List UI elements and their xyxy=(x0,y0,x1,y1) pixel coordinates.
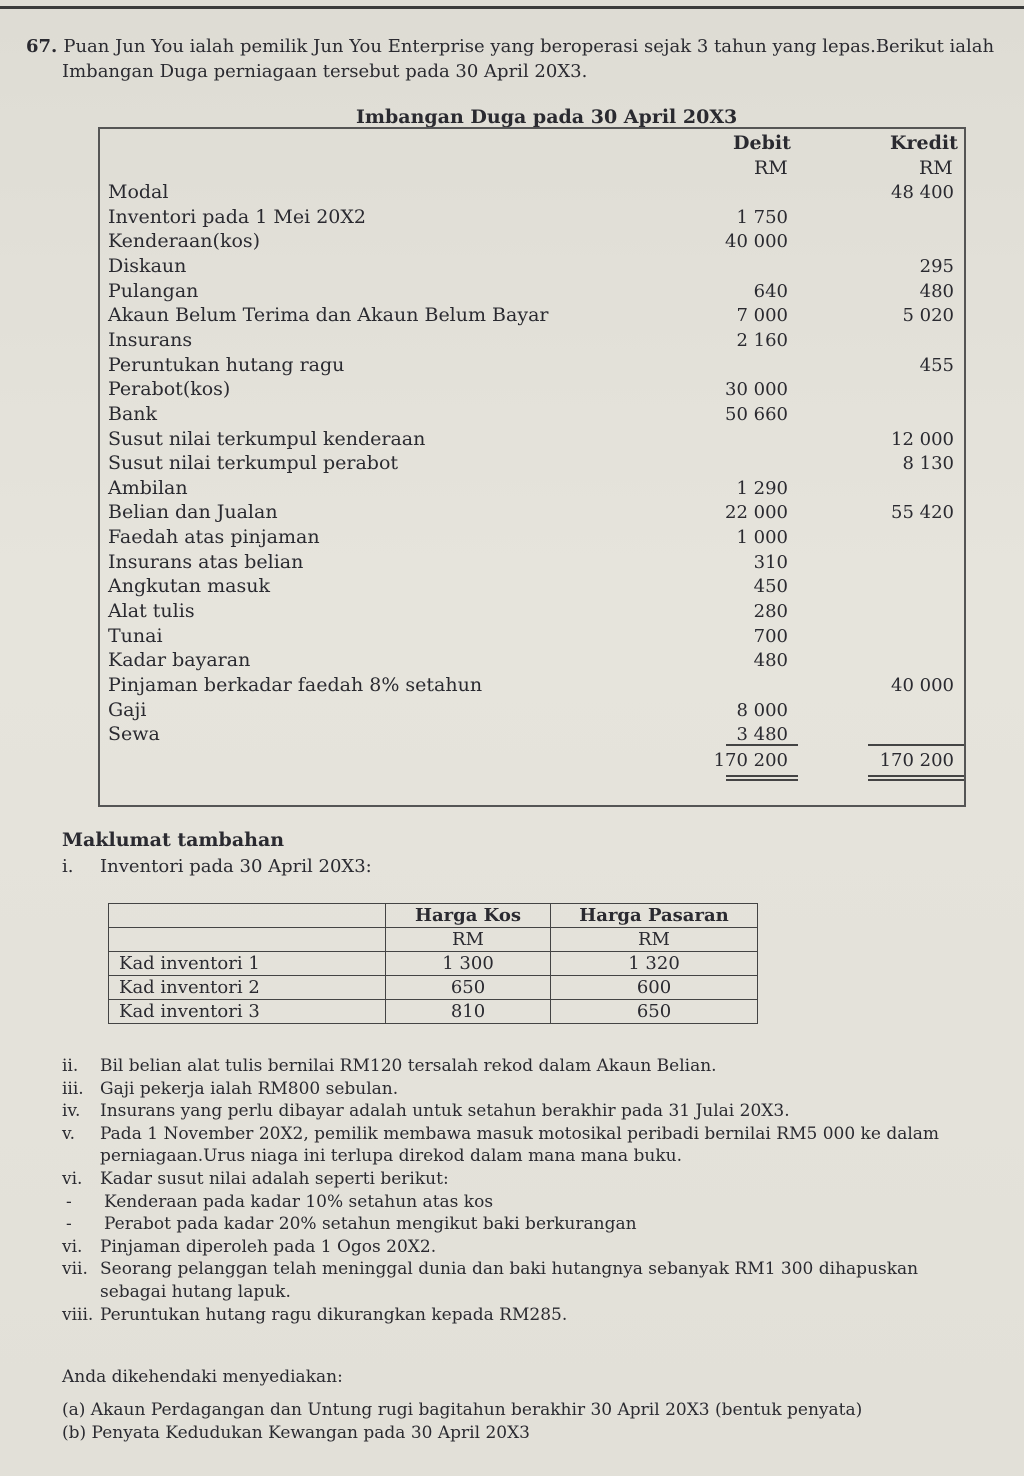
table-row xyxy=(109,952,758,976)
tb-row-label: Insurans atas belian xyxy=(108,551,304,573)
tb-row-label: Angkutan masuk xyxy=(108,575,270,597)
debit-subtotal-rule xyxy=(726,744,798,746)
tb-row-debit: 450 xyxy=(753,576,788,597)
tb-row-label: Faedah atas pinjaman xyxy=(108,526,320,548)
note-mark: iii. xyxy=(62,1078,84,1099)
inventory-header-market: Harga Pasaran xyxy=(551,904,758,928)
list-item xyxy=(62,1258,992,1281)
note-mark: viii. xyxy=(62,1304,94,1325)
tb-row-debit: 280 xyxy=(753,601,788,622)
tb-row-credit: 480 xyxy=(919,281,954,302)
tb-row-credit: 55 420 xyxy=(891,502,954,523)
tb-row-credit: 455 xyxy=(919,355,954,376)
note-text: Insurans yang perlu dibayar adalah untuk setahun berakhir pada 31 Julai 20X3. xyxy=(100,1101,790,1122)
credit-subtotal-rule xyxy=(868,744,964,746)
tb-row-label: Diskaun xyxy=(108,255,187,277)
tb-row-label: Modal xyxy=(108,181,169,203)
tb-row-debit: 700 xyxy=(753,626,788,647)
note-text: Peruntukan hutang ragu dikurangkan kepada RM285. xyxy=(100,1304,568,1325)
note-text: Kenderaan pada kadar 10% setahun atas kos xyxy=(104,1191,494,1212)
tb-row-credit: 12 000 xyxy=(891,429,954,450)
trial-balance-title: Imbangan Duga pada 30 April 20X3 xyxy=(356,106,738,128)
inventory-header-blank xyxy=(109,904,386,928)
list-item xyxy=(62,1304,992,1327)
note-text: Pinjaman diperoleh pada 1 Ogos 20X2. xyxy=(100,1236,437,1257)
note-text: Bil belian alat tulis bernilai RM120 tersalah rekod dalam Akaun Belian. xyxy=(100,1056,717,1076)
inventory-card-name: Kad inventori 2 xyxy=(109,976,386,1000)
note-mark: - xyxy=(66,1214,72,1235)
inventory-unit-row xyxy=(109,928,758,952)
question-intro xyxy=(26,34,1006,84)
total-debit: 170 200 xyxy=(713,750,788,771)
tb-row-label: Bank xyxy=(108,403,158,425)
tb-row-label: Perabot(kos) xyxy=(108,378,231,400)
table-row xyxy=(109,976,758,1000)
tb-row-debit: 480 xyxy=(753,650,788,671)
tb-row-label: Belian dan Jualan xyxy=(108,501,278,523)
credit-unit: RM xyxy=(919,157,953,179)
note-text: Pada 1 November 20X2, pemilik membawa masuk motosikal peribadi bernilai RM5 000 ke dalam xyxy=(100,1123,940,1144)
list-item xyxy=(62,1100,992,1123)
inventory-cost: 650 xyxy=(386,976,551,1000)
note-mark: vii. xyxy=(62,1259,88,1280)
requirements-intro: Anda dikehendaki menyediakan: xyxy=(62,1367,343,1387)
debit-unit: RM xyxy=(754,157,788,179)
tb-row-label: Susut nilai terkumpul perabot xyxy=(108,452,399,474)
additional-info-heading: Maklumat tambahan xyxy=(62,829,285,851)
tb-row-credit: 8 130 xyxy=(902,453,954,474)
list-item xyxy=(62,1123,992,1146)
table-row xyxy=(109,1000,758,1024)
debit-total-rule-1 xyxy=(726,775,798,777)
inventory-market: 1 320 xyxy=(551,952,758,976)
tb-row-label: Gaji xyxy=(108,699,147,721)
inventory-unit-cost: RM xyxy=(386,928,551,952)
note-text: Kadar susut nilai adalah seperti berikut: xyxy=(100,1168,449,1189)
inventory-card-name: Kad inventori 3 xyxy=(109,1000,386,1024)
list-item xyxy=(62,1055,992,1078)
inventory-header-row xyxy=(109,904,758,928)
debit-total-rule-2 xyxy=(726,779,798,781)
top-divider xyxy=(0,6,1024,9)
inventory-cost: 1 300 xyxy=(386,952,551,976)
requirement-b: (b) Penyata Kedudukan Kewangan pada 30 April 20X3 xyxy=(62,1423,530,1443)
note-mark: iv. xyxy=(62,1101,81,1122)
credit-total-rule-2 xyxy=(868,779,964,781)
note-text: Perabot pada kadar 20% setahun mengikut baki berkurangan xyxy=(104,1214,637,1235)
credit-header: Kredit xyxy=(890,132,958,154)
tb-row-label: Pulangan xyxy=(108,280,199,302)
inventory-unit-blank xyxy=(109,928,386,952)
credit-total-rule-1 xyxy=(868,775,964,777)
inventory-cost: 810 xyxy=(386,1000,551,1024)
additional-info-item-i xyxy=(62,856,372,877)
total-credit: 170 200 xyxy=(879,750,954,771)
tb-row-label: Peruntukan hutang ragu xyxy=(108,354,345,376)
tb-row-label: Tunai xyxy=(108,625,163,647)
item-i-mark: i. xyxy=(62,856,74,877)
tb-row-debit: 50 660 xyxy=(725,404,788,425)
tb-row-label: Kenderaan(kos) xyxy=(108,230,261,252)
inventory-market: 600 xyxy=(551,976,758,1000)
tb-row-debit: 30 000 xyxy=(725,379,788,400)
item-i-text: Inventori pada 30 April 20X3: xyxy=(100,856,372,877)
inventory-market: 650 xyxy=(551,1000,758,1024)
note-text: Seorang pelanggan telah meninggal dunia dan baki hutangnya sebanyak RM1 300 dihapuskan xyxy=(100,1259,919,1280)
tb-row-credit: 40 000 xyxy=(891,675,954,696)
tb-row-label: Inventori pada 1 Mei 20X2 xyxy=(108,206,366,228)
tb-row-label: Sewa xyxy=(108,723,160,745)
inventory-card-name: Kad inventori 1 xyxy=(109,952,386,976)
tb-row-debit: 7 000 xyxy=(736,305,788,326)
tb-row-label: Kadar bayaran xyxy=(108,649,251,671)
additional-info-notes xyxy=(62,1055,992,1326)
list-item xyxy=(62,1236,992,1259)
debit-header: Debit xyxy=(733,132,791,154)
list-item xyxy=(62,1213,992,1236)
note-continuation: sebagai hutang lapuk. xyxy=(100,1281,291,1302)
tb-row-label: Ambilan xyxy=(108,477,188,499)
note-mark: v. xyxy=(62,1123,75,1144)
tb-row-credit: 48 400 xyxy=(891,182,954,203)
tb-row-debit: 1 000 xyxy=(736,527,788,548)
tb-row-label: Insurans xyxy=(108,329,193,351)
requirement-a: (a) Akaun Perdagangan dan Untung rugi bagitahun berakhir 30 April 20X3 (bentuk penyata) xyxy=(62,1400,863,1420)
tb-row-debit: 40 000 xyxy=(725,231,788,252)
tb-row-label: Alat tulis xyxy=(108,600,195,622)
intro-line-1: Puan Jun You ialah pemilik Jun You Enterprise yang beroperasi sejak 3 tahun yang lepas.Berikut ialah xyxy=(63,36,995,57)
inventory-header-cost: Harga Kos xyxy=(386,904,551,928)
tb-row-debit: 310 xyxy=(753,552,788,573)
inventory-table xyxy=(108,903,758,1024)
question-number: 67. xyxy=(26,36,58,57)
tb-row-label: Pinjaman berkadar faedah 8% setahun xyxy=(108,674,483,696)
tb-row-label: Susut nilai terkumpul kenderaan xyxy=(108,428,426,450)
tb-row-credit: 5 020 xyxy=(902,305,954,326)
tb-row-debit: 1 290 xyxy=(736,478,788,499)
intro-line-2: Imbangan Duga perniagaan tersebut pada 30 April 20X3. xyxy=(62,61,588,82)
requirements xyxy=(62,1366,992,1445)
inventory-unit-market: RM xyxy=(551,928,758,952)
tb-row-debit: 1 750 xyxy=(736,207,788,228)
list-item xyxy=(62,1078,992,1101)
note-text: Gaji pekerja ialah RM800 sebulan. xyxy=(100,1078,399,1099)
list-item xyxy=(62,1168,992,1191)
tb-row-debit: 640 xyxy=(753,281,788,302)
list-item xyxy=(62,1191,992,1214)
tb-row-debit: 22 000 xyxy=(725,502,788,523)
tb-row-debit: 2 160 xyxy=(736,330,788,351)
note-continuation: perniagaan.Urus niaga ini terlupa direkod dalam mana mana buku. xyxy=(100,1146,683,1167)
note-mark: - xyxy=(66,1191,72,1212)
note-mark: vi. xyxy=(62,1168,83,1189)
tb-row-label: Akaun Belum Terima dan Akaun Belum Bayar xyxy=(108,304,549,326)
note-mark: vi. xyxy=(62,1236,83,1257)
tb-row-debit: 3 480 xyxy=(736,724,788,745)
tb-row-debit: 8 000 xyxy=(736,700,788,721)
note-mark: ii. xyxy=(62,1056,79,1076)
tb-row-credit: 295 xyxy=(919,256,954,277)
